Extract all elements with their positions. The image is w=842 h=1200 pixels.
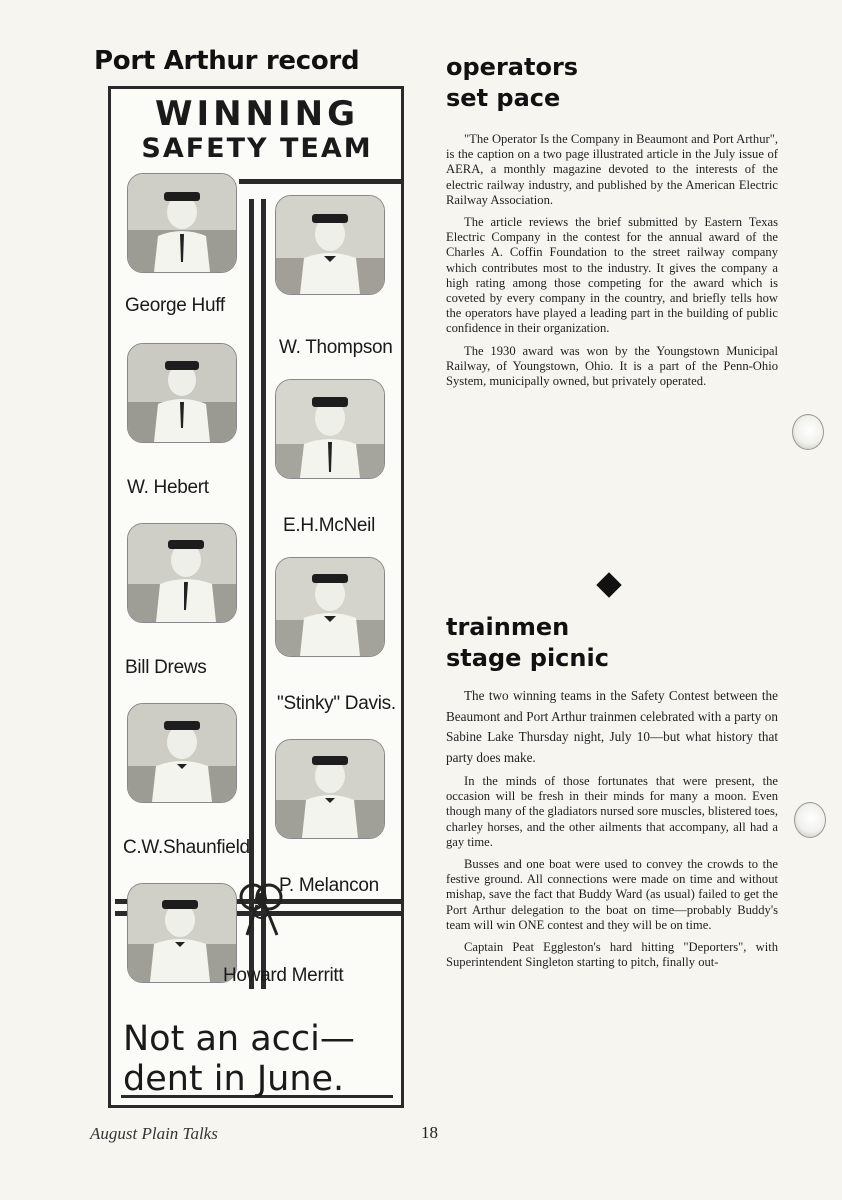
section-divider-diamond-icon xyxy=(596,572,621,597)
right-column-lower xyxy=(446,612,778,977)
safety-team-panel xyxy=(108,86,404,1108)
article1-heading-line-2: set pace xyxy=(446,84,561,112)
photo-howard-merritt xyxy=(127,883,237,983)
caption-cw-shaunfield: C.W.Shaunfield xyxy=(123,837,250,858)
left-column-title: Port Arthur record xyxy=(94,46,360,76)
article2-heading-line-1: trainmen xyxy=(446,613,570,641)
caption-bill-drews: Bill Drews xyxy=(125,657,207,678)
footer-magazine-name: August Plain Talks xyxy=(90,1124,218,1143)
photo-eh-mcneil xyxy=(275,379,385,479)
article-operators-set-pace xyxy=(446,52,778,389)
slogan-line-1: Not an acci— xyxy=(123,1019,355,1059)
article2-heading-line-2: stage picnic xyxy=(446,644,609,672)
panel-slogan xyxy=(123,1019,395,1099)
article-trainmen-stage-picnic xyxy=(446,612,778,970)
photo-w-thompson xyxy=(275,195,385,295)
footer-page-number: 18 xyxy=(421,1123,438,1142)
article1-body xyxy=(446,132,778,389)
article1-paragraph: The 1930 award was won by the Youngstown Municipal Railway, of Youngstown, Ohio. It is a part of the Penn-Ohio System, municipally owned, but privately operated. xyxy=(446,343,778,389)
caption-stinky-davis: "Stinky" Davis. xyxy=(277,693,396,714)
photo-george-huff xyxy=(127,173,237,273)
article1-heading xyxy=(446,52,778,114)
caption-w-hebert: W. Hebert xyxy=(127,477,209,498)
article2-paragraph: In the minds of those fortunates that were present, the occasion will be fresh in their minds for many a moon. Even though many of the gladiators nursed sore muscles, blistered toes, charley horses, and the other ailments that accompany, all had a gay time. xyxy=(446,774,778,849)
caption-w-thompson: W. Thompson xyxy=(279,337,393,358)
binder-hole-top xyxy=(792,414,824,450)
panel-heading-line-2: SAFETY TEAM xyxy=(141,133,373,164)
photo-stinky-davis xyxy=(275,557,385,657)
article2-paragraph: Captain Peat Eggleston's hard hitting "Deporters", with Superintendent Singleton starting to pitch, finally out- xyxy=(446,940,778,970)
frame-bar-vertical-2 xyxy=(261,199,266,989)
photo-bill-drews xyxy=(127,523,237,623)
article1-paragraph: The article reviews the brief submitted by Eastern Texas Electric Company in the contest for the annual award of the Charles A. Coffin Foundation to the street railway company which contributes most to the industry. It gives the company a high rating among those competing for the award which is coveted by every company in the country, and briefly tells how the operators have played a leading part in the building of public confidence in their organization. xyxy=(446,215,778,336)
right-column xyxy=(446,52,778,396)
article2-lead-paragraph: The two winning teams in the Safety Contest between the Beaumont and Port Arthur trainmen celebrated with a party on Sabine Lake Thursday night, July 10—but what history that party does make. xyxy=(446,688,778,765)
frame-bar-top xyxy=(239,179,403,184)
caption-eh-mcneil: E.H.McNeil xyxy=(283,515,376,536)
article2-lead xyxy=(446,686,778,768)
caption-p-melancon: P. Melancon xyxy=(279,875,379,896)
caption-george-huff: George Huff xyxy=(125,295,225,316)
article2-paragraph: Busses and one boat were used to convey the crowds to the festive ground. All connections were made on time and without mishap, save the fact that Buddy Ward (as usual) failed to get the Port Arthur delegation to the boat on time—probably Buddy's team will win ONE contest and they will be on time. xyxy=(446,857,778,932)
frame-bar-vertical-1 xyxy=(249,199,254,989)
article2-body xyxy=(446,774,778,970)
binder-hole-bottom xyxy=(794,802,826,838)
panel-heading xyxy=(119,94,395,164)
article1-heading-line-1: operators xyxy=(446,53,579,81)
panel-heading-line-1: WINNING xyxy=(154,94,360,134)
article2-heading xyxy=(446,612,778,674)
article1-paragraph: "The Operator Is the Company in Beaumont and Port Arthur", is the caption on a two page illustrated article in the July issue of AERA, a monthly magazine devoted to the interests of the electric railway industry, and published by the American Electric Railway Association. xyxy=(446,132,778,207)
photo-cw-shaunfield xyxy=(127,703,237,803)
slogan-line-2: dent in June. xyxy=(123,1059,345,1099)
photo-p-melancon xyxy=(275,739,385,839)
caption-howard-merritt: Howard Merritt xyxy=(223,965,344,986)
photo-w-hebert xyxy=(127,343,237,443)
